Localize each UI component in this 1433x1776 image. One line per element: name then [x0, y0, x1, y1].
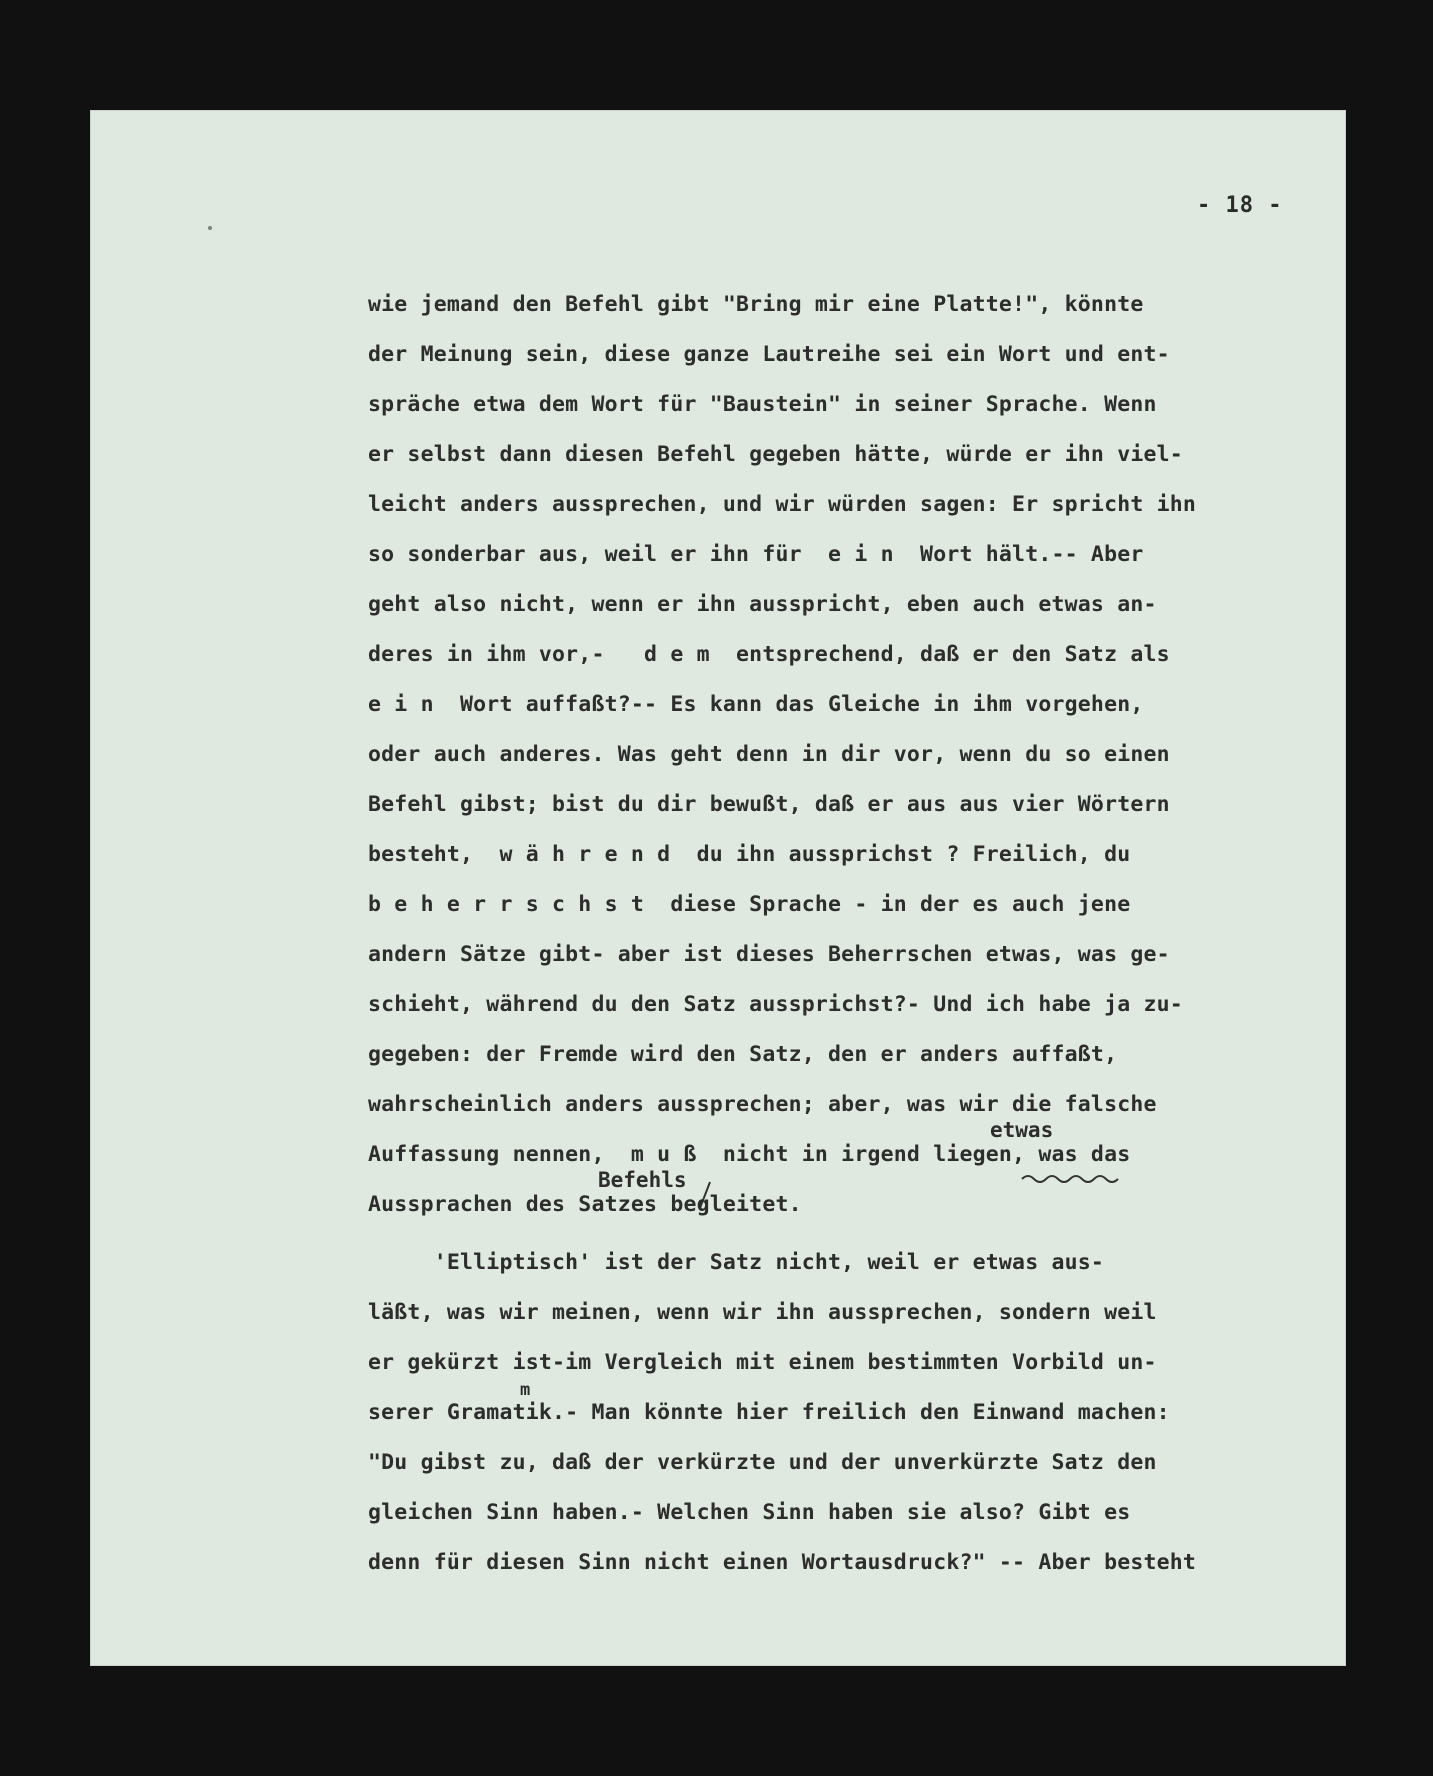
- text-line: 'Elliptisch' ist der Satz nicht, weil er etwas aus-: [368, 1250, 1105, 1275]
- text-line: gleichen Sinn haben.- Welchen Sinn haben sie also? Gibt es: [368, 1500, 1131, 1525]
- text-line: serer Gramatik.- Man könnte hier freilich den Einwand machen:: [368, 1400, 1170, 1425]
- text-line: gegeben: der Fremde wird den Satz, den er anders auffaßt,: [368, 1042, 1118, 1067]
- text-line: so sonderbar aus, weil er ihn für e i n Wort hält.-- Aber: [368, 542, 1144, 567]
- text-line: spräche etwa dem Wort für "Baustein" in seiner Sprache. Wenn: [368, 392, 1157, 417]
- text-line: er selbst dann diesen Befehl gegeben hätte, würde er ihn viel-: [368, 442, 1183, 467]
- text-line: deres in ihm vor,- d e m entsprechend, daß er den Satz als: [368, 642, 1170, 667]
- text-line: schieht, während du den Satz aussprichst?- Und ich habe ja zu-: [368, 992, 1183, 1017]
- handwritten-insertion-befehls: Befehls: [598, 1168, 687, 1192]
- wavy-underline: [1020, 1172, 1120, 1186]
- page-number: - 18 -: [1197, 193, 1283, 218]
- text-line: läßt, was wir meinen, wenn wir ihn aussprechen, sondern weil: [368, 1300, 1157, 1325]
- text-line: Auffassung nennen, m u ß nicht in irgend liegen, was das: [368, 1142, 1131, 1167]
- text-line: der Meinung sein, diese ganze Lautreihe sei ein Wort und ent-: [368, 342, 1170, 367]
- text-line: Aussprachen des Satzes begleitet.: [368, 1192, 802, 1217]
- text-line: andern Sätze gibt- aber ist dieses Beherrschen etwas, was ge-: [368, 942, 1170, 967]
- text-line: wahrscheinlich anders aussprechen; aber, was wir die falsche: [368, 1092, 1157, 1117]
- text-line: leicht anders aussprechen, und wir würden sagen: Er spricht ihn: [368, 492, 1197, 517]
- text-line: er gekürzt ist-im Vergleich mit einem bestimmten Vorbild un-: [368, 1350, 1157, 1375]
- text-line: wie jemand den Befehl gibt "Bring mir eine Platte!", könnte: [368, 292, 1144, 317]
- text-line: e i n Wort auffaßt?-- Es kann das Gleiche in ihm vorgehen,: [368, 692, 1144, 717]
- text-line: besteht, w ä h r e n d du ihn aussprichst ? Freilich, du: [368, 842, 1131, 867]
- text-line: Befehl gibst; bist du dir bewußt, daß er aus aus vier Wörtern: [368, 792, 1170, 817]
- text-line: geht also nicht, wenn er ihn ausspricht, eben auch etwas an-: [368, 592, 1157, 617]
- text-line: oder auch anderes. Was geht denn in dir vor, wenn du so einen: [368, 742, 1170, 767]
- handwritten-insertion-m: m: [520, 1380, 531, 1400]
- paper-speck: [208, 226, 212, 230]
- text-line: denn für diesen Sinn nicht einen Wortausdruck?" -- Aber besteht: [368, 1550, 1197, 1575]
- text-line: "Du gibst zu, daß der verkürzte und der unverkürzte Satz den: [368, 1450, 1157, 1475]
- handwritten-insertion-etwas: etwas: [990, 1118, 1054, 1142]
- text-line: b e h e r r s c h s t diese Sprache - in der es auch jene: [368, 892, 1131, 917]
